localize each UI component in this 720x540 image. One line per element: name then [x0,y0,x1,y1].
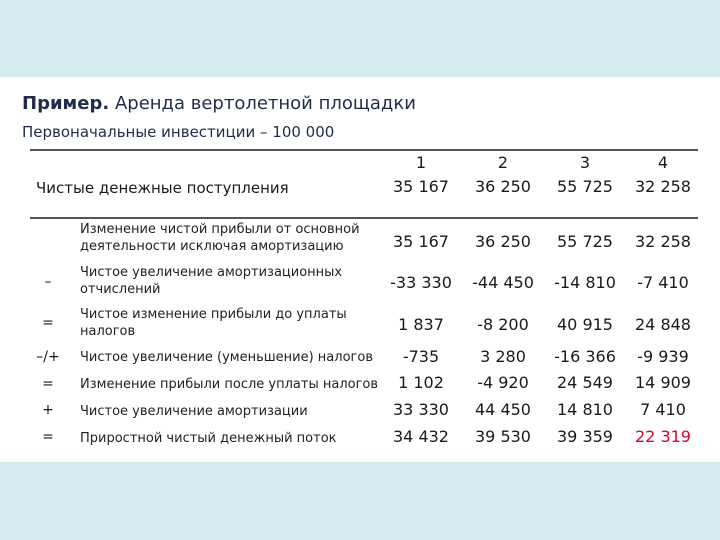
row-value: 40 915 [557,315,613,334]
slide [0,77,720,462]
row-desc: Изменение чистой прибыли от основной деятельности исключая амортизацию [80,222,360,254]
row-operator: – [44,274,52,290]
row-value: -16 366 [554,347,616,366]
table-mid-rule [30,217,698,219]
net-cash-inflow-label: Чистые денежные поступления [36,179,289,197]
row-value: 39 530 [475,427,531,446]
row-value: -44 450 [472,273,534,292]
row-value: -8 200 [477,315,529,334]
row-value: -735 [402,347,440,366]
row-value: -7 410 [637,273,689,292]
inflow-1: 35 167 [393,177,449,196]
row-value: 32 258 [635,232,691,251]
row-desc: Чистое увеличение амортизационных отчислений [80,265,343,297]
period-3: 3 [579,153,591,172]
inflow-3: 55 725 [557,177,613,196]
period-2: 2 [497,153,509,172]
row-value: 44 450 [475,400,531,419]
row-operator: = [42,429,54,445]
row-value: 1 102 [398,373,444,392]
period-1: 1 [415,153,427,172]
row-value: 34 432 [393,427,449,446]
row-value: 24 549 [557,373,613,392]
row-value: -4 920 [477,373,529,392]
row-value: 24 848 [635,315,691,334]
row-value: 55 725 [557,232,613,251]
slide-title [22,93,416,114]
row-desc: Чистое увеличение амортизации [80,404,308,419]
row-desc: Изменение прибыли после уплаты налогов [80,377,379,392]
row-value: 3 280 [480,347,526,366]
row-value: -14 810 [554,273,616,292]
row-value: 35 167 [393,232,449,251]
period-4: 4 [657,153,669,172]
row-value: -9 939 [637,347,689,366]
table-top-rule [30,149,698,151]
row-value: 36 250 [475,232,531,251]
row-value: 14 909 [635,373,691,392]
row-value: 33 330 [393,400,449,419]
row-desc: Приростной чистый денежный поток [80,431,337,446]
row-operator: + [42,402,54,418]
row-value: 39 359 [557,427,613,446]
row-operator: = [42,376,54,392]
row-value: 7 410 [640,400,686,419]
row-value: 1 837 [398,315,444,334]
row-desc: Чистое изменение прибыли до уплаты налогов [80,307,347,339]
row-operator: –/+ [36,349,60,365]
row-desc: Чистое увеличение (уменьшение) налогов [80,350,373,365]
row-value: -33 330 [390,273,452,292]
row-value-highlight: 22 319 [635,427,691,446]
title-text: Аренда вертолетной площадки [114,93,416,114]
inflow-4: 32 258 [635,177,691,196]
title-example: Пример. [22,93,110,114]
inflow-2: 36 250 [475,177,531,196]
initial-investment: Первоначальные инвестиции – 100 000 [22,123,335,141]
row-operator: = [42,315,54,331]
row-value: 14 810 [557,400,613,419]
